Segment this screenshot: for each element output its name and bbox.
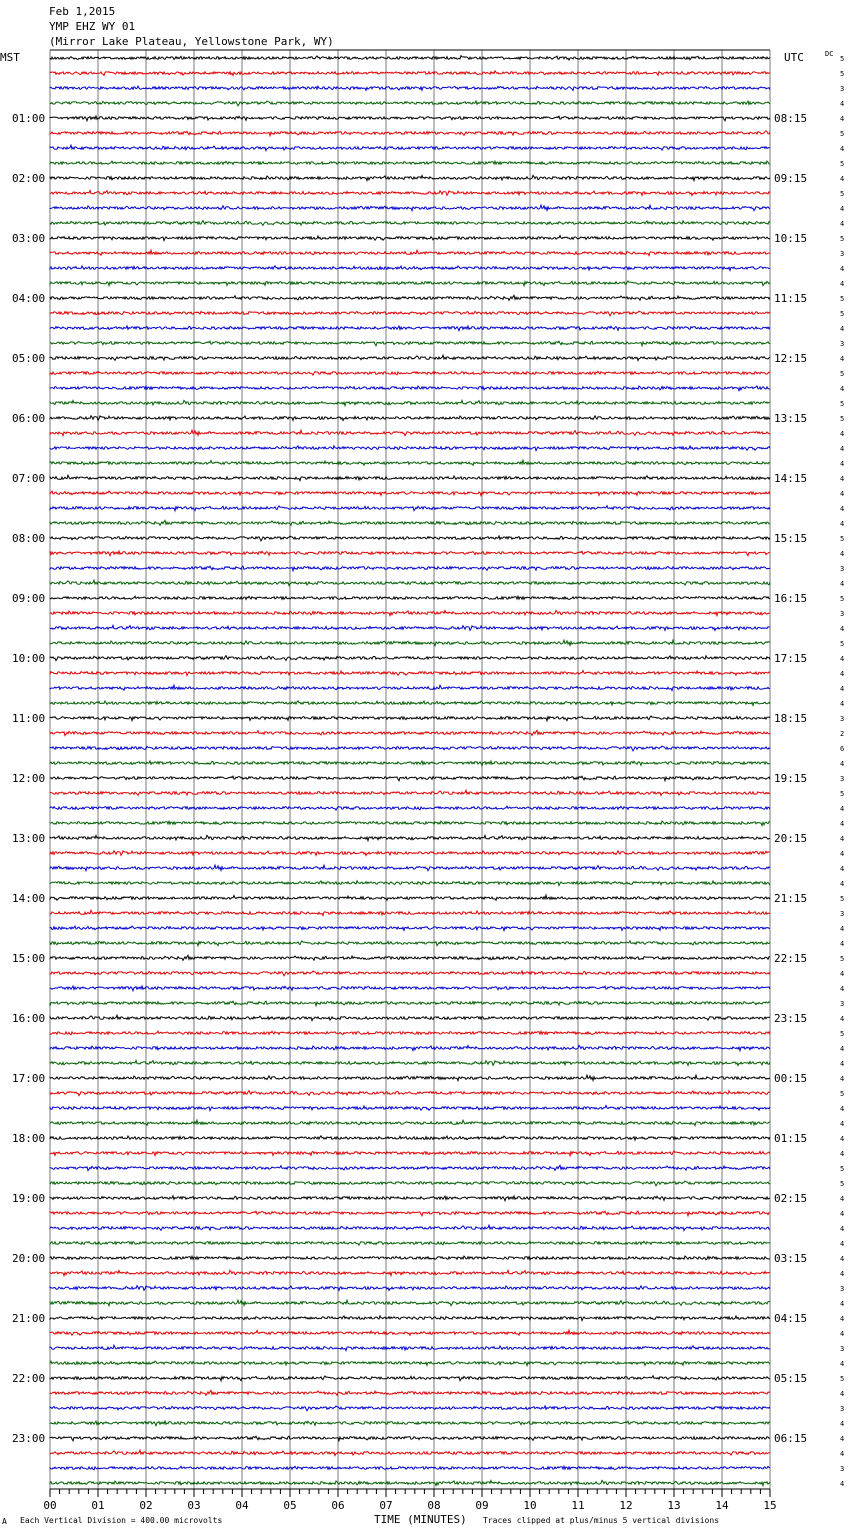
right-hour-label: 02:15 (774, 1192, 808, 1205)
trace-row-45 (50, 730, 770, 735)
trace-row-59 (50, 941, 770, 946)
trace-row-55 (50, 881, 770, 886)
dc-offset-value: 4 (840, 490, 845, 498)
trace-row-38 (50, 625, 770, 630)
dc-offset-labels (840, 55, 844, 1488)
trace-row-31 (50, 520, 770, 525)
dc-offset-value: 4 (840, 700, 845, 708)
trace-row-46 (50, 746, 770, 751)
dc-offset-value: 3 (840, 775, 845, 783)
right-hour-label: 03:15 (774, 1252, 808, 1265)
trace-row-52 (50, 835, 770, 840)
trace-row-29 (50, 491, 770, 496)
dc-offset-value: 5 (840, 895, 845, 903)
trace-row-50 (50, 806, 770, 810)
trace-row-63 (50, 1001, 770, 1006)
dc-offset-value: 5 (840, 370, 845, 378)
left-hour-label: 06:00 (12, 412, 46, 425)
dc-offset-value: 4 (840, 1120, 845, 1128)
trace-row-37 (50, 610, 770, 615)
x-tick-label: 03 (187, 1499, 201, 1512)
right-hour-label: 23:15 (774, 1012, 808, 1025)
dc-offset-value: 3 (840, 1000, 845, 1008)
trace-row-92 (50, 1436, 770, 1441)
dc-offset-value: 4 (840, 115, 845, 123)
dc-offset-value: 4 (840, 985, 845, 993)
dc-offset-value: 5 (840, 1180, 845, 1188)
dc-offset-value: 6 (840, 745, 845, 753)
trace-row-27 (50, 460, 770, 465)
left-hour-label: 15:00 (12, 952, 46, 965)
dc-offset-value: 5 (840, 790, 845, 798)
trace-row-13 (50, 250, 770, 255)
dc-offset-value: 4 (840, 355, 845, 363)
trace-row-35 (50, 580, 770, 585)
x-tick-label: 04 (235, 1499, 249, 1512)
x-tick-label: 01 (91, 1499, 105, 1512)
dc-offset-value: 4 (840, 265, 845, 273)
dc-offset-value: 5 (840, 640, 845, 648)
right-hour-label: 16:15 (774, 592, 808, 605)
left-hour-label: 04:00 (12, 292, 46, 305)
trace-row-32 (50, 536, 770, 541)
trace-row-44 (50, 716, 770, 721)
dc-offset-value: 5 (840, 1165, 845, 1173)
trace-group (50, 56, 770, 1486)
x-axis-title: TIME (MINUTES) (374, 1513, 467, 1526)
dc-offset-value: 3 (840, 250, 845, 258)
right-hour-label: 09:15 (774, 172, 808, 185)
x-tick-label: 12 (619, 1499, 633, 1512)
trace-row-61 (50, 971, 770, 976)
right-hour-label: 17:15 (774, 652, 808, 665)
dc-offset-value: 3 (840, 715, 845, 723)
trace-row-76 (50, 1196, 770, 1201)
dc-offset-value: 5 (840, 535, 845, 543)
trace-row-80 (50, 1256, 770, 1260)
trace-row-36 (50, 596, 770, 599)
dc-offset-value: 5 (840, 295, 845, 303)
right-hour-label: 15:15 (774, 532, 808, 545)
trace-row-87 (50, 1361, 770, 1366)
dc-offset-value: 4 (840, 835, 845, 843)
dc-offset-value: 3 (840, 1345, 845, 1353)
right-hour-label: 20:15 (774, 832, 808, 845)
trace-row-2 (50, 86, 770, 90)
trace-row-15 (50, 281, 770, 286)
dc-offset-value: 4 (840, 520, 845, 528)
trace-row-95 (50, 1480, 770, 1485)
dc-offset-value: 3 (840, 1405, 845, 1413)
trace-row-85 (50, 1330, 770, 1335)
dc-offset-value: 4 (840, 805, 845, 813)
trace-row-81 (50, 1270, 770, 1275)
dc-offset-value: 4 (840, 1060, 845, 1068)
trace-row-3 (50, 101, 770, 106)
trace-row-94 (50, 1466, 770, 1470)
trace-row-86 (50, 1345, 770, 1350)
trace-row-49 (50, 790, 770, 795)
trace-row-24 (50, 416, 770, 421)
dc-offset-value: 5 (840, 400, 845, 408)
dc-offset-value: 4 (840, 655, 845, 663)
x-tick-label: 05 (283, 1499, 297, 1512)
trace-row-70 (50, 1106, 770, 1111)
trace-row-58 (50, 926, 770, 931)
x-tick-label: 13 (667, 1499, 681, 1512)
trace-row-7 (50, 161, 770, 164)
trace-row-26 (50, 446, 770, 451)
dc-offset-value: 4 (840, 175, 845, 183)
dc-offset-value: 4 (840, 940, 845, 948)
trace-row-8 (50, 175, 770, 180)
right-hour-label: 18:15 (774, 712, 808, 725)
trace-row-11 (50, 221, 770, 226)
left-hour-label: 10:00 (12, 652, 46, 665)
trace-row-34 (50, 566, 770, 571)
trace-row-30 (50, 506, 770, 511)
trace-row-9 (50, 190, 770, 195)
trace-row-42 (50, 685, 770, 690)
trace-row-57 (50, 910, 770, 915)
right-hour-label: 00:15 (774, 1072, 808, 1085)
dc-offset-value: 4 (840, 1300, 845, 1308)
dc-offset-value: 4 (840, 1255, 845, 1263)
right-hour-label: 11:15 (774, 292, 808, 305)
trace-row-4 (50, 116, 770, 121)
dc-offset-value: 4 (840, 550, 845, 558)
dc-offset-value: 5 (840, 595, 845, 603)
trace-row-48 (50, 776, 770, 781)
dc-offset-value: 4 (840, 1015, 845, 1023)
dc-offset-value: 4 (840, 1045, 845, 1053)
dc-offset-value: 4 (840, 1075, 845, 1083)
dc-offset-value: 4 (840, 100, 845, 108)
dc-offset-value: 5 (840, 70, 845, 78)
trace-row-12 (50, 236, 770, 241)
dc-offset-value: 4 (840, 970, 845, 978)
trace-row-23 (50, 400, 770, 405)
left-hour-label: 07:00 (12, 472, 46, 485)
dc-offset-value: 4 (840, 1420, 845, 1428)
trace-row-90 (50, 1406, 770, 1411)
dc-offset-value: 4 (840, 865, 845, 873)
dc-offset-value: 5 (840, 235, 845, 243)
dc-offset-value: 2 (840, 730, 845, 738)
left-hour-label: 13:00 (12, 832, 46, 845)
dc-offset-value: 5 (840, 415, 845, 423)
left-hour-label: 23:00 (12, 1432, 46, 1445)
trace-row-56 (50, 895, 770, 900)
trace-row-40 (50, 656, 770, 661)
trace-row-1 (50, 71, 770, 76)
trace-row-28 (50, 475, 770, 480)
dc-offset-value: 4 (840, 1360, 845, 1368)
trace-row-22 (50, 386, 770, 391)
dc-offset-value: 4 (840, 685, 845, 693)
dc-offset-value: 4 (840, 430, 845, 438)
dc-offset-value: 4 (840, 1240, 845, 1248)
trace-row-17 (50, 311, 770, 316)
dc-offset-value: 3 (840, 85, 845, 93)
left-hour-label: 11:00 (12, 712, 46, 725)
trace-row-6 (50, 145, 770, 150)
left-hour-label: 12:00 (12, 772, 46, 785)
trace-row-60 (50, 955, 770, 960)
right-timezone-label: UTC (784, 51, 804, 64)
trace-row-54 (50, 865, 770, 871)
dc-offset-value: 4 (840, 445, 845, 453)
dc-offset-value: 4 (840, 475, 845, 483)
dc-offset-value: 4 (840, 1330, 845, 1338)
dc-offset-value: 4 (840, 145, 845, 153)
dc-offset-value: 3 (840, 910, 845, 918)
trace-row-79 (50, 1241, 770, 1245)
dc-offset-value: 4 (840, 1450, 845, 1458)
left-hour-label: 20:00 (12, 1252, 46, 1265)
dc-offset-value: 4 (840, 1480, 845, 1488)
dc-offset-value: 3 (840, 1285, 845, 1293)
scale-note: Each Vertical Division = 400.00 microvolts (20, 1516, 223, 1525)
left-hour-label: 21:00 (12, 1312, 46, 1325)
dc-offset-value: 5 (840, 310, 845, 318)
trace-row-69 (50, 1091, 770, 1096)
dc-offset-value: 4 (840, 1105, 845, 1113)
right-hour-label: 01:15 (774, 1132, 808, 1145)
trace-row-64 (50, 1015, 770, 1020)
dc-offset-value: 4 (840, 580, 845, 588)
dc-offset-value: 4 (840, 1195, 845, 1203)
left-hour-label: 03:00 (12, 232, 46, 245)
right-hour-label: 21:15 (774, 892, 808, 905)
dc-offset-value: 4 (840, 925, 845, 933)
trace-row-18 (50, 326, 770, 331)
trace-row-43 (50, 701, 770, 706)
trace-row-53 (50, 851, 770, 856)
trace-row-14 (50, 266, 770, 271)
right-hour-label: 19:15 (774, 772, 808, 785)
chart-location: (Mirror Lake Plateau, Yellowstone Park, WY) (49, 35, 334, 48)
right-hour-label: 05:15 (774, 1372, 808, 1385)
dc-offset-value: 4 (840, 625, 845, 633)
trace-row-25 (50, 430, 770, 436)
dc-offset-value: 4 (840, 220, 845, 228)
trace-row-73 (50, 1151, 770, 1156)
left-hour-label: 08:00 (12, 532, 46, 545)
right-hour-label: 08:15 (774, 112, 808, 125)
right-hour-label: 10:15 (774, 232, 808, 245)
trace-row-67 (50, 1060, 770, 1065)
dc-offset-value: 4 (840, 1135, 845, 1143)
dc-offset-value: 4 (840, 1435, 845, 1443)
dc-offset-value: 4 (840, 670, 845, 678)
x-tick-label: 09 (475, 1499, 489, 1512)
corner-mark: A (2, 1517, 7, 1526)
trace-row-10 (50, 205, 770, 211)
trace-row-65 (50, 1031, 770, 1035)
x-tick-label: 06 (331, 1499, 345, 1512)
trace-row-0 (50, 56, 770, 60)
trace-row-47 (50, 761, 770, 766)
dc-offset-value: 4 (840, 760, 845, 768)
left-hour-label: 19:00 (12, 1192, 46, 1205)
trace-row-66 (50, 1045, 770, 1050)
dc-offset-value: 4 (840, 460, 845, 468)
trace-row-71 (50, 1120, 770, 1125)
right-hour-label: 06:15 (774, 1432, 808, 1445)
x-tick-label: 11 (571, 1499, 585, 1512)
trace-row-19 (50, 341, 770, 346)
dc-offset-value: 5 (840, 1090, 845, 1098)
left-hour-label: 02:00 (12, 172, 46, 185)
left-timezone-label: MST (0, 51, 20, 64)
trace-row-20 (50, 355, 770, 360)
dc-offset-value: 5 (840, 955, 845, 963)
right-hour-label: 22:15 (774, 952, 808, 965)
trace-row-89 (50, 1390, 770, 1395)
trace-row-84 (50, 1316, 770, 1321)
trace-row-5 (50, 131, 770, 136)
dc-offset-value: 5 (840, 190, 845, 198)
x-tick-label: 02 (139, 1499, 153, 1512)
trace-row-41 (50, 671, 770, 676)
right-hour-label: 14:15 (774, 472, 808, 485)
trace-row-72 (50, 1136, 770, 1140)
x-tick-label: 07 (379, 1499, 393, 1512)
dc-offset-value: 4 (840, 205, 845, 213)
x-tick-label: 10 (523, 1499, 537, 1512)
chart-date: Feb 1,2015 (49, 5, 116, 18)
dc-offset-value: 4 (840, 280, 845, 288)
clip-note: Traces clipped at plus/minus 5 vertical divisions (483, 1516, 720, 1525)
trace-row-16 (50, 295, 770, 300)
dc-offset-value: 5 (840, 130, 845, 138)
dc-offset-value: 4 (840, 850, 845, 858)
dc-offset-value: 4 (840, 880, 845, 888)
dc-offset-value: 4 (840, 820, 845, 828)
trace-row-68 (50, 1075, 770, 1081)
left-hour-label: 18:00 (12, 1132, 46, 1145)
dc-offset-value: 3 (840, 565, 845, 573)
dc-offset-value: 4 (840, 325, 845, 333)
dc-offset-value: 4 (840, 1225, 845, 1233)
right-hour-label: 04:15 (774, 1312, 808, 1325)
dc-offset-value: 3 (840, 1465, 845, 1473)
left-hour-label: 05:00 (12, 352, 46, 365)
x-tick-label: 08 (427, 1499, 441, 1512)
x-tick-label: 00 (43, 1499, 57, 1512)
x-axis (43, 1489, 776, 1512)
trace-row-78 (50, 1225, 770, 1230)
dc-offset-value: 5 (840, 1375, 845, 1383)
trace-row-33 (50, 551, 770, 556)
left-hour-label: 16:00 (12, 1012, 46, 1025)
left-hour-label: 17:00 (12, 1072, 46, 1085)
left-hour-label: 14:00 (12, 892, 46, 905)
trace-row-39 (50, 640, 770, 646)
trace-row-77 (50, 1211, 770, 1216)
dc-offset-value: 4 (840, 1210, 845, 1218)
trace-row-83 (50, 1300, 770, 1306)
dc-offset-value: 5 (840, 160, 845, 168)
left-hour-label: 09:00 (12, 592, 46, 605)
dc-offset-value: 3 (840, 340, 845, 348)
trace-row-91 (50, 1421, 770, 1426)
dc-offset-value: 4 (840, 505, 845, 513)
trace-row-93 (50, 1450, 770, 1455)
dc-offset-value: 4 (840, 1390, 845, 1398)
dc-offset-value: 5 (840, 55, 845, 63)
dc-offset-value: 4 (840, 1315, 845, 1323)
trace-row-82 (50, 1286, 770, 1291)
chart-station: YMP EHZ WY 01 (49, 20, 136, 33)
x-tick-label: 15 (763, 1499, 777, 1512)
right-hour-label: 13:15 (774, 412, 808, 425)
trace-row-74 (50, 1165, 770, 1170)
right-hour-label: 12:15 (774, 352, 808, 365)
trace-row-62 (50, 986, 770, 991)
left-hour-label: 01:00 (12, 112, 46, 125)
dc-offset-value: 5 (840, 1030, 845, 1038)
dc-header-label: DC (825, 50, 834, 58)
dc-offset-value: 4 (840, 385, 845, 393)
trace-row-88 (50, 1376, 770, 1381)
trace-row-75 (50, 1181, 770, 1186)
trace-row-51 (50, 821, 770, 826)
dc-offset-value: 4 (840, 1150, 845, 1158)
dc-offset-value: 4 (840, 1270, 845, 1278)
left-hour-label: 22:00 (12, 1372, 46, 1385)
trace-row-21 (50, 371, 770, 375)
dc-offset-value: 3 (840, 610, 845, 618)
x-tick-label: 14 (715, 1499, 729, 1512)
